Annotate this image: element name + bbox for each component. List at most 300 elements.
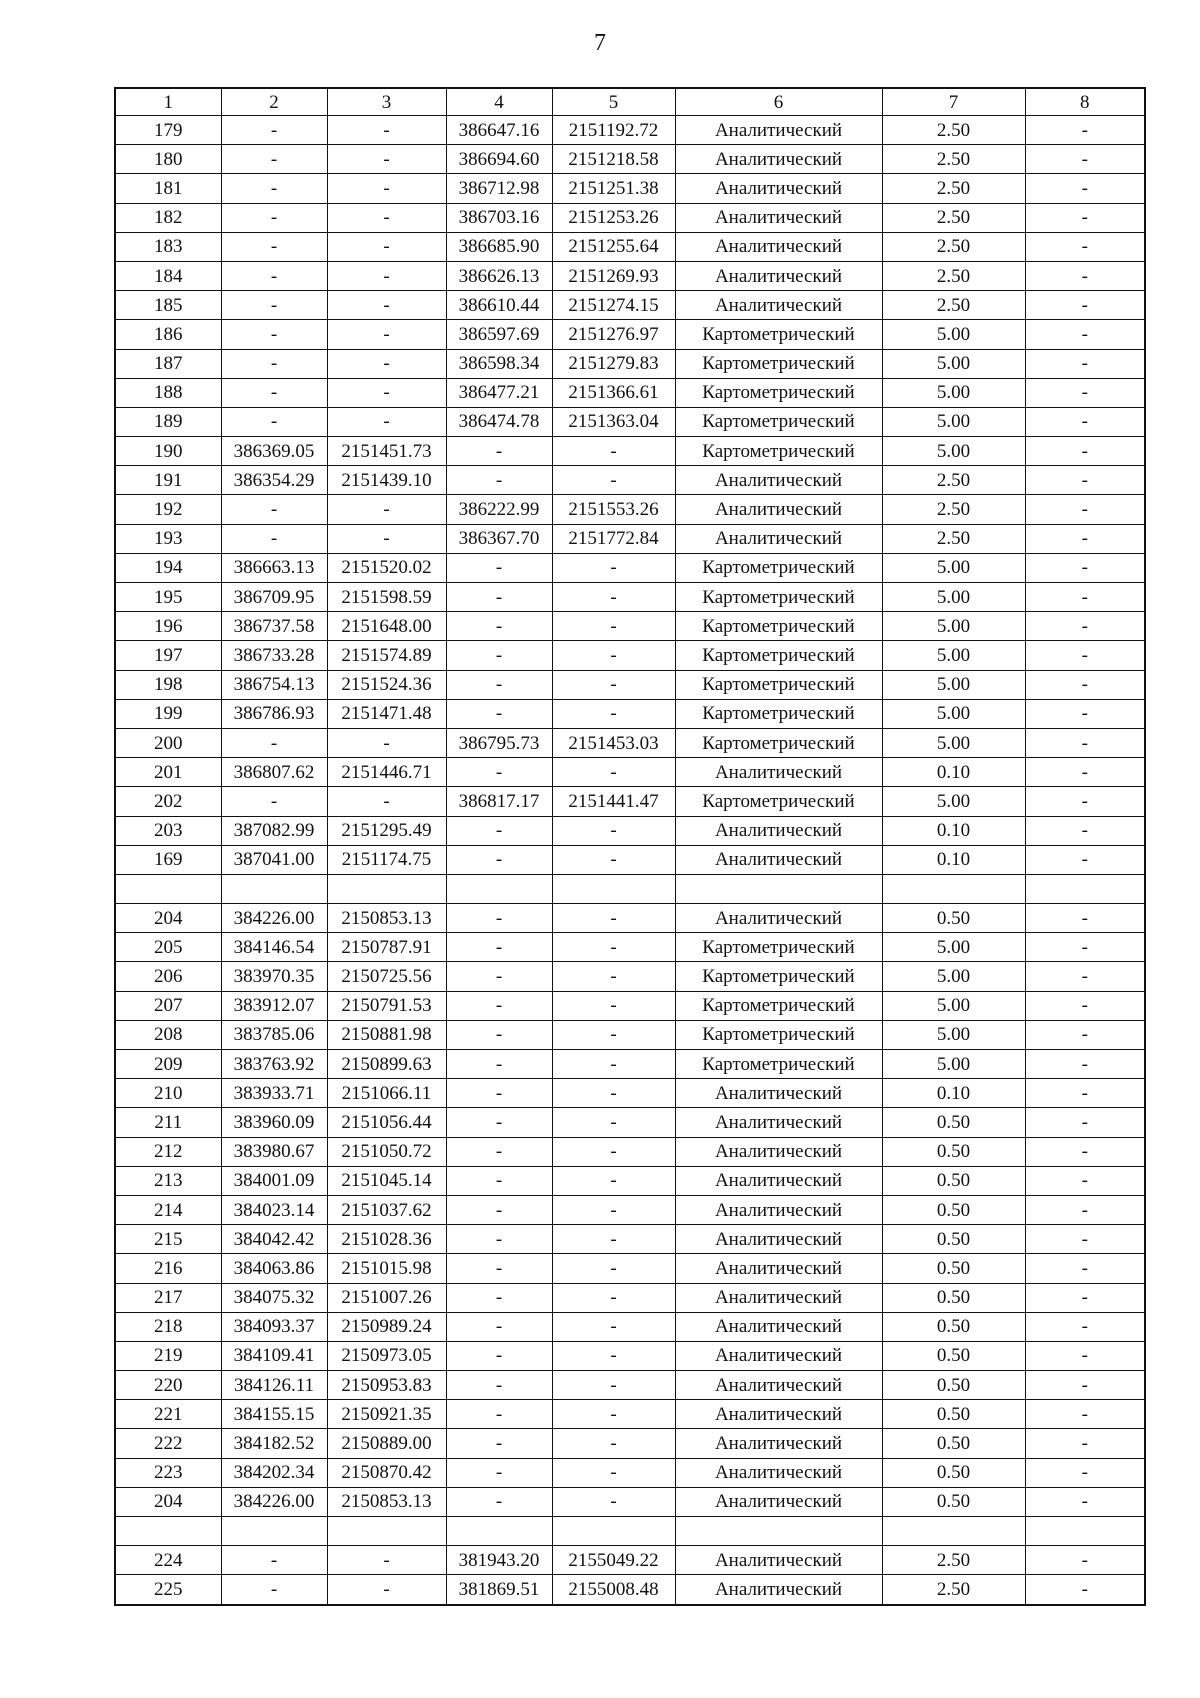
coord-x-new-cell: - — [446, 583, 552, 612]
accuracy-cell: 5.00 — [882, 641, 1025, 670]
coord-y-old-cell: 2151648.00 — [327, 612, 446, 641]
table-row — [115, 437, 1145, 466]
coord-y-new-cell: - — [552, 641, 675, 670]
table-row — [115, 816, 1145, 845]
accuracy-cell: 2.50 — [882, 291, 1025, 320]
accuracy-cell: 2.50 — [882, 174, 1025, 203]
coord-y-new-cell: - — [552, 1400, 675, 1429]
table-row — [115, 933, 1145, 962]
method-cell: Аналитический — [675, 816, 882, 845]
coord-x-new-cell: - — [446, 962, 552, 991]
accuracy-cell: 2.50 — [882, 145, 1025, 174]
coord-y-new-cell: - — [552, 437, 675, 466]
coord-y-old-cell: 2151471.48 — [327, 699, 446, 728]
coord-x-new-cell: 386626.13 — [446, 261, 552, 290]
coord-x-new-cell: - — [446, 699, 552, 728]
method-cell: Картометрический — [675, 933, 882, 962]
method-cell: Аналитический — [675, 1312, 882, 1341]
accuracy-cell: 5.00 — [882, 670, 1025, 699]
coord-y-new-cell: - — [552, 612, 675, 641]
coord-x-old-cell: 383785.06 — [221, 1020, 327, 1049]
coord-y-old-cell — [327, 874, 446, 903]
method-cell: Аналитический — [675, 524, 882, 553]
coord-x-old-cell — [221, 874, 327, 903]
point-number-cell: 215 — [115, 1225, 221, 1254]
note-cell: - — [1025, 1166, 1145, 1195]
point-number-cell: 212 — [115, 1137, 221, 1166]
accuracy-cell: 0.10 — [882, 845, 1025, 874]
method-cell: Аналитический — [675, 758, 882, 787]
coord-x-old-cell: 383933.71 — [221, 1079, 327, 1108]
coord-x-new-cell: - — [446, 1195, 552, 1224]
coord-x-new-cell: - — [446, 1137, 552, 1166]
coord-y-new-cell: - — [552, 904, 675, 933]
column-header-6: 6 — [675, 88, 882, 116]
coord-y-new-cell: 2151276.97 — [552, 320, 675, 349]
coord-y-new-cell: 2151441.47 — [552, 787, 675, 816]
note-cell: - — [1025, 1487, 1145, 1516]
coord-y-old-cell: - — [327, 378, 446, 407]
note-cell: - — [1025, 1458, 1145, 1487]
point-number-cell: 186 — [115, 320, 221, 349]
table-row — [115, 1546, 1145, 1575]
coord-x-new-cell: - — [446, 991, 552, 1020]
coord-y-old-cell: - — [327, 728, 446, 757]
coord-x-old-cell: - — [221, 407, 327, 436]
method-cell — [675, 874, 882, 903]
method-cell: Аналитический — [675, 1429, 882, 1458]
point-number-cell: 182 — [115, 203, 221, 232]
point-number-cell: 218 — [115, 1312, 221, 1341]
note-cell: - — [1025, 407, 1145, 436]
coord-x-old-cell: - — [221, 1546, 327, 1575]
accuracy-cell: 0.50 — [882, 1487, 1025, 1516]
method-cell: Аналитический — [675, 1283, 882, 1312]
coord-y-old-cell: - — [327, 320, 446, 349]
coord-y-old-cell: 2151015.98 — [327, 1254, 446, 1283]
accuracy-cell: 5.00 — [882, 728, 1025, 757]
coord-x-old-cell: 384023.14 — [221, 1195, 327, 1224]
accuracy-cell: 5.00 — [882, 962, 1025, 991]
point-number-cell: 219 — [115, 1341, 221, 1370]
coord-x-new-cell: 381943.20 — [446, 1546, 552, 1575]
coord-x-old-cell: 386786.93 — [221, 699, 327, 728]
method-cell: Аналитический — [675, 1546, 882, 1575]
coord-y-old-cell: 2151050.72 — [327, 1137, 446, 1166]
note-cell: - — [1025, 1020, 1145, 1049]
note-cell: - — [1025, 145, 1145, 174]
accuracy-cell: 2.50 — [882, 261, 1025, 290]
coord-x-new-cell: 386597.69 — [446, 320, 552, 349]
note-cell: - — [1025, 1429, 1145, 1458]
point-number-cell: 179 — [115, 116, 221, 145]
note-cell: - — [1025, 787, 1145, 816]
table-row — [115, 1108, 1145, 1137]
point-number-cell: 223 — [115, 1458, 221, 1487]
coord-y-new-cell: - — [552, 816, 675, 845]
table-row — [115, 1195, 1145, 1224]
coord-y-old-cell: 2150787.91 — [327, 933, 446, 962]
method-cell: Аналитический — [675, 145, 882, 174]
method-cell: Аналитический — [675, 1575, 882, 1605]
table-row — [115, 1312, 1145, 1341]
coord-y-new-cell: 2151274.15 — [552, 291, 675, 320]
note-cell: - — [1025, 612, 1145, 641]
table-row — [115, 1400, 1145, 1429]
coord-y-old-cell: - — [327, 291, 446, 320]
coord-x-new-cell: 386598.34 — [446, 349, 552, 378]
method-cell: Аналитический — [675, 1166, 882, 1195]
coord-y-new-cell: - — [552, 962, 675, 991]
coord-x-old-cell: - — [221, 349, 327, 378]
accuracy-cell: 0.50 — [882, 1195, 1025, 1224]
coord-y-old-cell — [327, 1517, 446, 1546]
accuracy-cell: 5.00 — [882, 553, 1025, 582]
method-cell: Картометрический — [675, 553, 882, 582]
note-cell: - — [1025, 1108, 1145, 1137]
coord-y-old-cell: - — [327, 261, 446, 290]
coord-y-old-cell: 2151574.89 — [327, 641, 446, 670]
method-cell: Аналитический — [675, 1079, 882, 1108]
coord-x-old-cell: 384202.34 — [221, 1458, 327, 1487]
coord-x-new-cell: - — [446, 641, 552, 670]
coord-y-new-cell: - — [552, 466, 675, 495]
table-row — [115, 1166, 1145, 1195]
method-cell: Аналитический — [675, 1254, 882, 1283]
note-cell: - — [1025, 1137, 1145, 1166]
coord-x-new-cell: - — [446, 1341, 552, 1370]
method-cell: Картометрический — [675, 349, 882, 378]
coord-y-old-cell: 2150889.00 — [327, 1429, 446, 1458]
coord-x-old-cell: 387041.00 — [221, 845, 327, 874]
note-cell: - — [1025, 349, 1145, 378]
coord-x-new-cell: - — [446, 1458, 552, 1487]
coord-y-old-cell: - — [327, 787, 446, 816]
method-cell: Аналитический — [675, 904, 882, 933]
coord-x-old-cell: 386733.28 — [221, 641, 327, 670]
coord-y-new-cell: - — [552, 553, 675, 582]
note-cell: - — [1025, 991, 1145, 1020]
table-row — [115, 378, 1145, 407]
coord-x-old-cell: - — [221, 174, 327, 203]
method-cell: Аналитический — [675, 495, 882, 524]
coord-y-old-cell: 2150989.24 — [327, 1312, 446, 1341]
coord-x-old-cell: 384126.11 — [221, 1371, 327, 1400]
coord-x-old-cell: - — [221, 320, 327, 349]
point-number-cell: 193 — [115, 524, 221, 553]
table-row — [115, 1429, 1145, 1458]
coord-x-new-cell: - — [446, 933, 552, 962]
coord-x-old-cell: 384226.00 — [221, 1487, 327, 1516]
point-number-cell: 221 — [115, 1400, 221, 1429]
point-number-cell: 184 — [115, 261, 221, 290]
coord-y-old-cell: - — [327, 524, 446, 553]
accuracy-cell: 2.50 — [882, 232, 1025, 261]
point-number-cell: 183 — [115, 232, 221, 261]
point-number-cell: 207 — [115, 991, 221, 1020]
table-row — [115, 291, 1145, 320]
accuracy-cell: 0.50 — [882, 1400, 1025, 1429]
coord-x-new-cell: - — [446, 1166, 552, 1195]
coord-x-old-cell: 384155.15 — [221, 1400, 327, 1429]
point-number-cell: 195 — [115, 583, 221, 612]
method-cell: Картометрический — [675, 407, 882, 436]
coord-x-new-cell: - — [446, 1079, 552, 1108]
point-number-cell: 188 — [115, 378, 221, 407]
coord-x-new-cell: 386477.21 — [446, 378, 552, 407]
accuracy-cell: 5.00 — [882, 787, 1025, 816]
method-cell: Аналитический — [675, 1458, 882, 1487]
coord-x-new-cell: - — [446, 1312, 552, 1341]
accuracy-cell: 0.50 — [882, 1341, 1025, 1370]
coord-y-new-cell: - — [552, 1108, 675, 1137]
point-number-cell: 197 — [115, 641, 221, 670]
note-cell: - — [1025, 378, 1145, 407]
method-cell: Аналитический — [675, 116, 882, 145]
accuracy-cell: 2.50 — [882, 1575, 1025, 1605]
accuracy-cell: 5.00 — [882, 933, 1025, 962]
note-cell: - — [1025, 1312, 1145, 1341]
note-cell: - — [1025, 1575, 1145, 1605]
point-number-cell: 191 — [115, 466, 221, 495]
table-row — [115, 553, 1145, 582]
coord-y-old-cell: 2150881.98 — [327, 1020, 446, 1049]
note-cell: - — [1025, 203, 1145, 232]
note-cell: - — [1025, 1400, 1145, 1429]
coord-y-new-cell: - — [552, 1079, 675, 1108]
point-number-cell: 206 — [115, 962, 221, 991]
coord-y-old-cell: 2151037.62 — [327, 1195, 446, 1224]
method-cell: Аналитический — [675, 1225, 882, 1254]
point-number-cell: 222 — [115, 1429, 221, 1458]
note-cell: - — [1025, 291, 1145, 320]
point-number-cell: 185 — [115, 291, 221, 320]
method-cell: Картометрический — [675, 641, 882, 670]
coord-x-new-cell: 386474.78 — [446, 407, 552, 436]
table-row — [115, 174, 1145, 203]
method-cell: Аналитический — [675, 1487, 882, 1516]
coord-y-old-cell: 2151066.11 — [327, 1079, 446, 1108]
coord-x-new-cell: 386367.70 — [446, 524, 552, 553]
coord-y-old-cell: 2151028.36 — [327, 1225, 446, 1254]
table-row — [115, 874, 1145, 903]
coord-x-old-cell — [221, 1517, 327, 1546]
accuracy-cell: 5.00 — [882, 407, 1025, 436]
note-cell: - — [1025, 699, 1145, 728]
note-cell: - — [1025, 232, 1145, 261]
point-number-cell: 213 — [115, 1166, 221, 1195]
point-number-cell: 169 — [115, 845, 221, 874]
coord-x-new-cell: 386685.90 — [446, 232, 552, 261]
coord-x-old-cell: 386369.05 — [221, 437, 327, 466]
coord-y-old-cell: 2151446.71 — [327, 758, 446, 787]
note-cell: - — [1025, 1371, 1145, 1400]
table-row — [115, 787, 1145, 816]
coord-y-old-cell: 2150725.56 — [327, 962, 446, 991]
note-cell: - — [1025, 816, 1145, 845]
accuracy-cell: 0.50 — [882, 1371, 1025, 1400]
method-cell: Аналитический — [675, 1195, 882, 1224]
coord-x-old-cell: 384146.54 — [221, 933, 327, 962]
coord-y-new-cell: 2151253.26 — [552, 203, 675, 232]
coord-x-new-cell: - — [446, 612, 552, 641]
coord-y-new-cell: - — [552, 1341, 675, 1370]
coord-x-old-cell: - — [221, 1575, 327, 1605]
coord-x-new-cell: 386817.17 — [446, 787, 552, 816]
coord-y-old-cell: 2151451.73 — [327, 437, 446, 466]
method-cell: Аналитический — [675, 1137, 882, 1166]
table-row — [115, 758, 1145, 787]
coord-y-old-cell: - — [327, 203, 446, 232]
accuracy-cell: 0.50 — [882, 1283, 1025, 1312]
table-header-row — [115, 88, 1145, 116]
accuracy-cell: 0.50 — [882, 1137, 1025, 1166]
coord-x-new-cell: 386694.60 — [446, 145, 552, 174]
table-row — [115, 641, 1145, 670]
coordinates-table — [114, 87, 1146, 1606]
table-row — [115, 203, 1145, 232]
accuracy-cell: 0.50 — [882, 1458, 1025, 1487]
note-cell: - — [1025, 261, 1145, 290]
accuracy-cell: 2.50 — [882, 1546, 1025, 1575]
coord-y-new-cell: 2151255.64 — [552, 232, 675, 261]
coord-x-new-cell: 381869.51 — [446, 1575, 552, 1605]
coord-x-old-cell: 384075.32 — [221, 1283, 327, 1312]
accuracy-cell: 5.00 — [882, 612, 1025, 641]
point-number-cell: 224 — [115, 1546, 221, 1575]
table-body — [115, 116, 1145, 1605]
coord-x-old-cell: - — [221, 378, 327, 407]
note-cell: - — [1025, 728, 1145, 757]
table-row — [115, 583, 1145, 612]
coord-x-old-cell: 384001.09 — [221, 1166, 327, 1195]
table-row — [115, 904, 1145, 933]
coord-x-old-cell: - — [221, 145, 327, 174]
table-row — [115, 466, 1145, 495]
coord-y-old-cell: - — [327, 1575, 446, 1605]
accuracy-cell: 5.00 — [882, 583, 1025, 612]
accuracy-cell — [882, 874, 1025, 903]
coord-x-old-cell: 386663.13 — [221, 553, 327, 582]
coord-x-new-cell: 386712.98 — [446, 174, 552, 203]
method-cell: Картометрический — [675, 728, 882, 757]
accuracy-cell: 0.10 — [882, 1079, 1025, 1108]
point-number-cell: 190 — [115, 437, 221, 466]
coord-y-old-cell: 2150853.13 — [327, 1487, 446, 1516]
column-header-4: 4 — [446, 88, 552, 116]
method-cell: Картометрический — [675, 612, 882, 641]
point-number-cell: 200 — [115, 728, 221, 757]
coord-x-new-cell: - — [446, 1225, 552, 1254]
column-header-7: 7 — [882, 88, 1025, 116]
coord-x-old-cell: 383763.92 — [221, 1050, 327, 1079]
coord-y-old-cell: 2150953.83 — [327, 1371, 446, 1400]
coord-x-old-cell: 384182.52 — [221, 1429, 327, 1458]
method-cell: Аналитический — [675, 203, 882, 232]
point-number-cell: 192 — [115, 495, 221, 524]
column-header-1: 1 — [115, 88, 221, 116]
table-row — [115, 1341, 1145, 1370]
accuracy-cell: 0.50 — [882, 1108, 1025, 1137]
accuracy-cell: 2.50 — [882, 495, 1025, 524]
coord-y-new-cell: 2155049.22 — [552, 1546, 675, 1575]
coord-x-new-cell: - — [446, 1371, 552, 1400]
coord-x-old-cell: 386754.13 — [221, 670, 327, 699]
coord-x-old-cell: - — [221, 728, 327, 757]
coord-y-old-cell: 2151598.59 — [327, 583, 446, 612]
coord-y-new-cell: - — [552, 845, 675, 874]
method-cell: Аналитический — [675, 1400, 882, 1429]
note-cell: - — [1025, 320, 1145, 349]
coord-y-old-cell: 2151174.75 — [327, 845, 446, 874]
coord-y-old-cell: 2150853.13 — [327, 904, 446, 933]
table-row — [115, 349, 1145, 378]
coord-x-new-cell: 386703.16 — [446, 203, 552, 232]
note-cell: - — [1025, 174, 1145, 203]
coord-y-new-cell: - — [552, 1283, 675, 1312]
table-row — [115, 1137, 1145, 1166]
coord-x-new-cell: 386647.16 — [446, 116, 552, 145]
coord-y-new-cell: - — [552, 1429, 675, 1458]
accuracy-cell — [882, 1517, 1025, 1546]
coord-y-old-cell: 2150791.53 — [327, 991, 446, 1020]
table-row — [115, 261, 1145, 290]
point-number-cell: 216 — [115, 1254, 221, 1283]
accuracy-cell: 2.50 — [882, 466, 1025, 495]
method-cell: Аналитический — [675, 174, 882, 203]
coord-x-new-cell: 386795.73 — [446, 728, 552, 757]
method-cell: Картометрический — [675, 991, 882, 1020]
coord-x-old-cell: 386354.29 — [221, 466, 327, 495]
coord-y-new-cell: - — [552, 758, 675, 787]
coord-y-new-cell: 2155008.48 — [552, 1575, 675, 1605]
coord-y-new-cell: - — [552, 1195, 675, 1224]
accuracy-cell: 0.50 — [882, 1254, 1025, 1283]
note-cell: - — [1025, 437, 1145, 466]
method-cell: Аналитический — [675, 845, 882, 874]
coord-x-new-cell: - — [446, 1400, 552, 1429]
table-row — [115, 1283, 1145, 1312]
accuracy-cell: 0.10 — [882, 758, 1025, 787]
method-cell: Картометрический — [675, 320, 882, 349]
coord-y-new-cell: - — [552, 1166, 675, 1195]
coord-y-new-cell: - — [552, 1020, 675, 1049]
table-row — [115, 1020, 1145, 1049]
point-number-cell: 217 — [115, 1283, 221, 1312]
coord-y-old-cell: - — [327, 407, 446, 436]
table-row — [115, 320, 1145, 349]
coord-y-new-cell: 2151772.84 — [552, 524, 675, 553]
note-cell: - — [1025, 524, 1145, 553]
table-row — [115, 1458, 1145, 1487]
accuracy-cell: 0.50 — [882, 1225, 1025, 1254]
method-cell: Аналитический — [675, 261, 882, 290]
coord-x-old-cell: 384042.42 — [221, 1225, 327, 1254]
note-cell: - — [1025, 553, 1145, 582]
coord-x-new-cell: - — [446, 1050, 552, 1079]
note-cell: - — [1025, 933, 1145, 962]
point-number-cell: 205 — [115, 933, 221, 962]
coord-x-new-cell: - — [446, 845, 552, 874]
coord-y-new-cell: 2151363.04 — [552, 407, 675, 436]
coord-x-old-cell: - — [221, 116, 327, 145]
coord-x-new-cell: - — [446, 466, 552, 495]
coord-x-new-cell: - — [446, 1108, 552, 1137]
method-cell: Картометрический — [675, 670, 882, 699]
method-cell: Аналитический — [675, 466, 882, 495]
coord-x-new-cell: - — [446, 553, 552, 582]
coord-x-new-cell — [446, 1517, 552, 1546]
